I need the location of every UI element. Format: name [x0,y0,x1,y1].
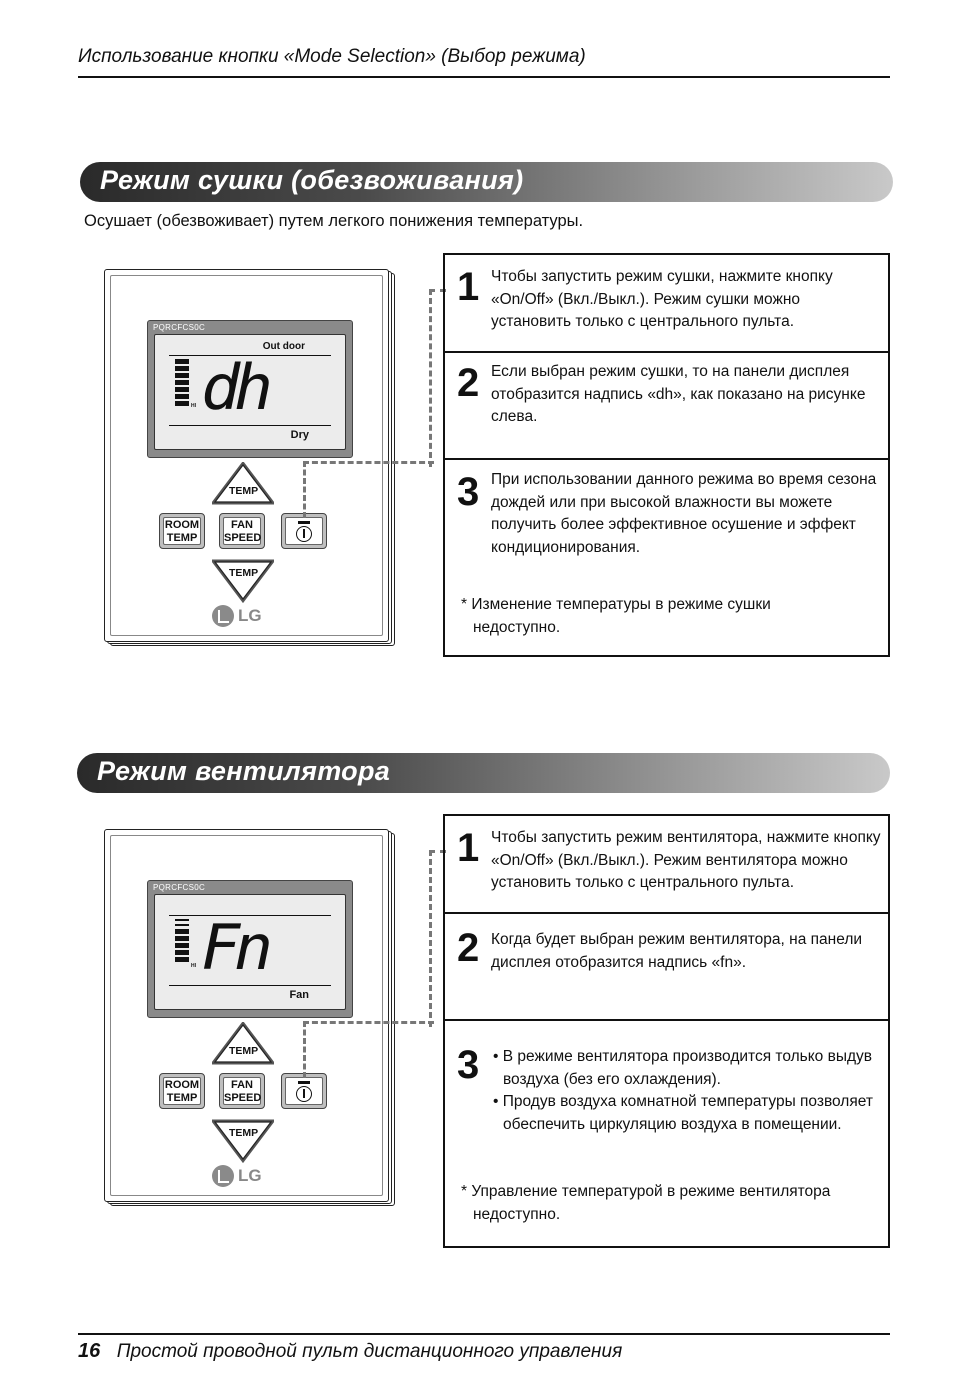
lg-logo-icon [212,1165,234,1187]
connector-line [303,461,434,518]
fan-remote-illustration [104,829,396,1207]
note-line: недоступно. [473,618,561,636]
fan-speed-button[interactable] [219,513,265,549]
model-label: PQRCFCS0C [153,323,206,332]
room-temp-label-2: TEMP [166,532,198,544]
power-icon [296,1086,312,1102]
power-icon [296,526,312,542]
step-number: 3 [457,1043,480,1087]
hi-label: HI [191,403,196,409]
fan-level-bars [175,919,189,975]
hi-label: HI [191,963,196,969]
page-header-title: Использование кнопки «Mode Selection» (Выбор режима) [78,46,586,67]
note-line: * Управление температурой в режиме вентилятора [461,1183,831,1200]
step-1 [445,816,888,912]
dry-steps-box [443,253,890,657]
step-bullet: • В режиме вентилятора производится только выдув воздуха (без его охлаждения). [493,1048,873,1088]
fan-speed-label-2: SPEED [224,532,262,544]
step-2 [445,351,888,457]
lcd-mode-label: Dry [290,429,309,441]
temp-up-button[interactable] [212,462,274,506]
fan-steps-box [443,814,890,1248]
fan-speed-button[interactable] [219,1073,265,1109]
lcd-mode-text: dh [201,351,267,424]
lg-logo-icon [212,605,234,627]
power-button[interactable] [281,513,327,549]
dry-note [461,594,882,639]
fan-section-heading-bar [77,753,890,793]
page-number: 16 [78,1340,101,1362]
step-number: 3 [457,470,480,514]
temp-down-label: TEMP [229,1127,259,1139]
lcd-display-frame [147,320,353,458]
step-text: При использовании данного режима во время сезона дождей или при высокой влажности вы можете получить более эффективное осушение и эффект кондиционирования. [491,471,877,556]
fan-section-heading: Режим вентилятора [97,756,391,786]
room-temp-button[interactable] [159,1073,205,1109]
room-temp-label-2: TEMP [166,1092,198,1104]
dry-intro-text: Осушает (обезвоживает) путем легкого понижения температуры. [84,212,584,230]
power-button[interactable] [281,1073,327,1109]
step-text [491,1046,882,1136]
lg-logo-text: LG [238,606,262,625]
lg-logo [212,1165,262,1187]
note-line: * Изменение температуры в режиме сушки [461,596,771,613]
step-text: Если выбран режим сушки, то на панели дисплея отобразится надпись «dh», как показано на рисунке слева. [491,363,866,425]
lg-logo [212,605,262,627]
fan-speed-label-1: FAN [231,1079,253,1091]
connector-line [303,1021,434,1078]
model-label: PQRCFCS0C [153,883,206,892]
step-number: 2 [457,361,480,405]
step-text: Чтобы запустить режим сушки, нажмите кнопку «On/Off» (Вкл./Выкл.). Режим сушки можно установить только с центрального пульта. [491,268,833,330]
lcd-mode-label: Fan [289,989,309,1001]
dry-section-heading: Режим сушки (обезвоживания) [100,165,524,195]
temp-up-button[interactable] [212,1022,274,1066]
fan-speed-label-1: FAN [231,519,253,531]
room-temp-label-1: ROOM [164,1079,200,1091]
temp-down-button[interactable] [212,559,274,603]
step-2 [445,912,888,1018]
step-number: 1 [457,265,480,309]
lcd-screen [154,334,346,450]
room-temp-label-1: ROOM [164,519,200,531]
dry-remote-illustration [104,269,396,647]
step-3 [445,458,888,655]
step-1 [445,255,888,351]
step-3 [445,1019,888,1246]
lcd-display-frame [147,880,353,1018]
temp-up-label: TEMP [229,485,259,497]
lcd-outdoor-label: Out door [262,341,305,352]
lcd-screen [154,894,346,1010]
fan-level-bars [175,359,189,415]
lg-logo-text: LG [238,1166,262,1185]
temp-up-label: TEMP [229,1045,259,1057]
note-line: недоступно. [473,1205,561,1223]
step-number: 1 [457,826,480,870]
temp-down-button[interactable] [212,1119,274,1163]
room-temp-button[interactable] [159,513,205,549]
step-text: Когда будет выбран режим вентилятора, на панели дисплея отобразится надпись «fn». [491,931,863,971]
fan-speed-label-2: SPEED [224,1092,262,1104]
footer-title: Простой проводной пульт дистанционного управления [116,1341,623,1362]
step-text: Чтобы запустить режим вентилятора, нажмите кнопку «On/Off» (Вкл./Выкл.). Режим вентилятора можно установить только с центрального пульта. [491,829,881,891]
step-bullet: • Продув воздуха комнатной температуры позволяет обеспечить циркуляцию воздуха в помещении. [493,1093,873,1133]
temp-down-label: TEMP [229,567,259,579]
page-header [78,46,890,78]
fan-note [461,1181,882,1226]
page-footer [78,1333,890,1363]
step-number: 2 [457,926,480,970]
lcd-mode-text: Fn [201,911,267,984]
dry-section-heading-bar [80,162,893,202]
